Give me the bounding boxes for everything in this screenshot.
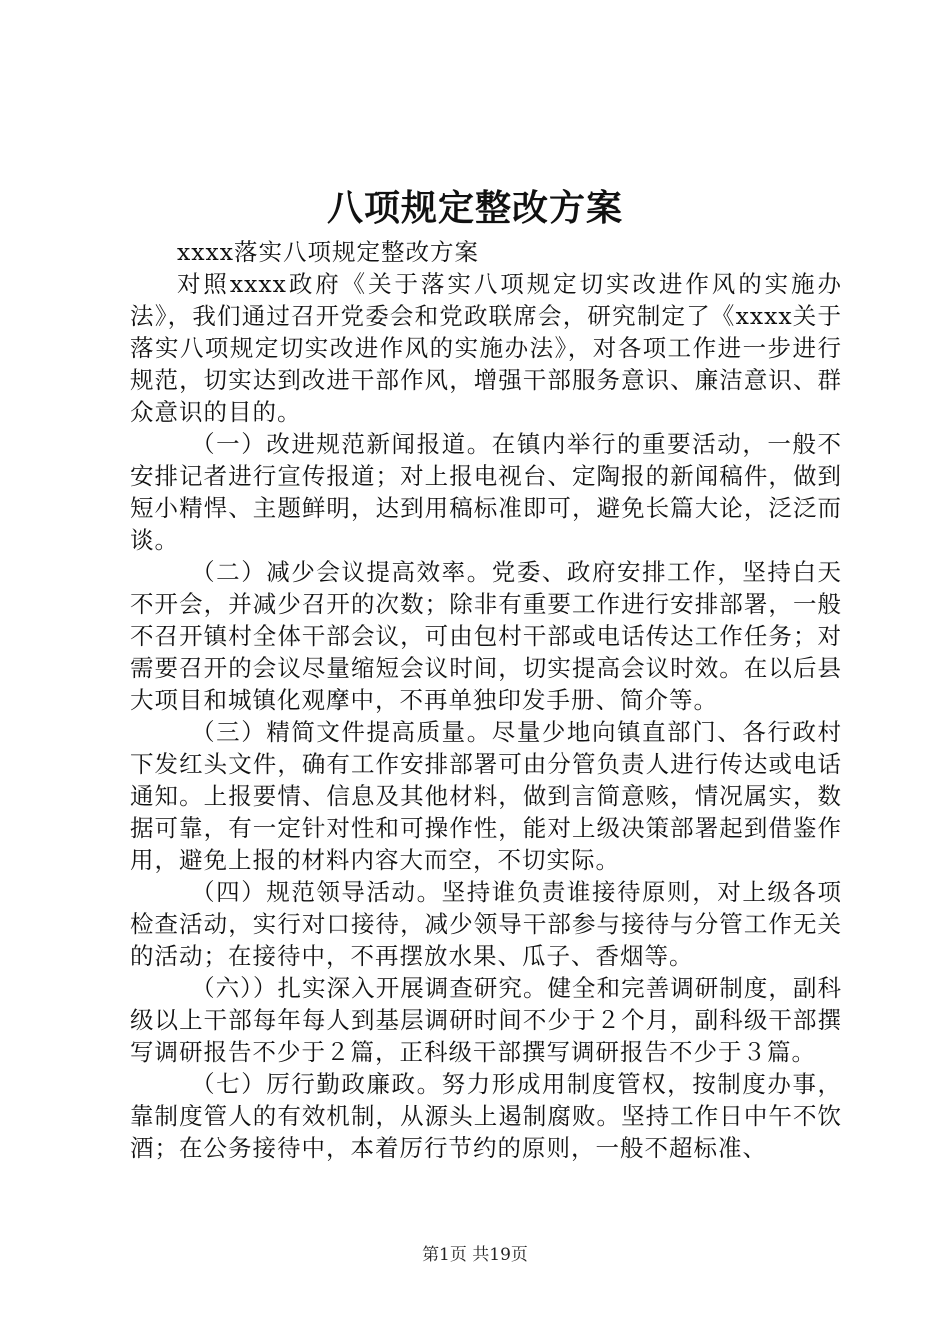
subtitle-paragraph: xxxx落实八项规定整改方案	[177, 238, 480, 266]
section-3-paragraph: （三）精简文件提高质量。尽量少地向镇直部门、各行政村下发红头文件，确有工作安排部署可由分管负责人进行传达或电话通知。上报要情、信息及其他材料，做到言简意赅，情况属实，数据可靠，有一定针对性和可操作性，能对上级决策部署起到借鉴作用，避免上报的材料内容大而空，不切实际。	[130, 718, 842, 874]
section-1-paragraph: （一）改进规范新闻报道。在镇内举行的重要活动，一般不安排记者进行宣传报道；对上报电视台、定陶报的新闻稿件，做到短小精悍、主题鲜明，达到用稿标准即可，避免长篇大论，泛泛而谈。	[130, 430, 842, 554]
document-title: 八项规定整改方案	[326, 187, 623, 229]
section-4-paragraph: （四）规范领导活动。坚持谁负责谁接待原则，对上级各项检查活动，实行对口接待，减少领导干部参与接待与分管工作无关的活动；在接待中，不再摆放水果、瓜子、香烟等。	[130, 878, 842, 970]
section-6-paragraph: （六））扎实深入开展调查研究。健全和完善调研制度，副科级以上干部每年每人到基层调研时间不少于２个月，副科级干部撰写调研报告不少于２篇，正科级干部撰写调研报告不少于３篇。	[130, 974, 842, 1066]
document-body	[130, 236, 842, 1164]
section-2-paragraph: （二）减少会议提高效率。党委、政府安排工作，坚持白天不开会，并减少召开的次数；除非有重要工作进行安排部署，一般不召开镇村全体干部会议，可由包村干部或电话传达工作任务；对需要召开的会议尽量缩短会议时间，切实提高会议时效。在以后县大项目和城镇化观摩中，不再单独印发手册、简介等。	[130, 558, 842, 714]
section-7-paragraph: （七）厉行勤政廉政。努力形成用制度管权，按制度办事，靠制度管人的有效机制，从源头上遏制腐败。坚持工作日中午不饮酒；在公务接待中，本着厉行节约的原则，一般不超标准、	[130, 1070, 842, 1162]
intro-paragraph: 对照xxxx政府《关于落实八项规定切实改进作风的实施办法》，我们通过召开党委会和党政联席会，研究制定了《xxxx关于落实八项规定切实改进作风的实施办法》，对各项工作进一步进行规范，切实达到改进干部作风，增强干部服务意识、廉洁意识、群众意识的目的。	[130, 270, 842, 426]
page-number-footer: 第1页 共19页	[422, 1245, 528, 1265]
